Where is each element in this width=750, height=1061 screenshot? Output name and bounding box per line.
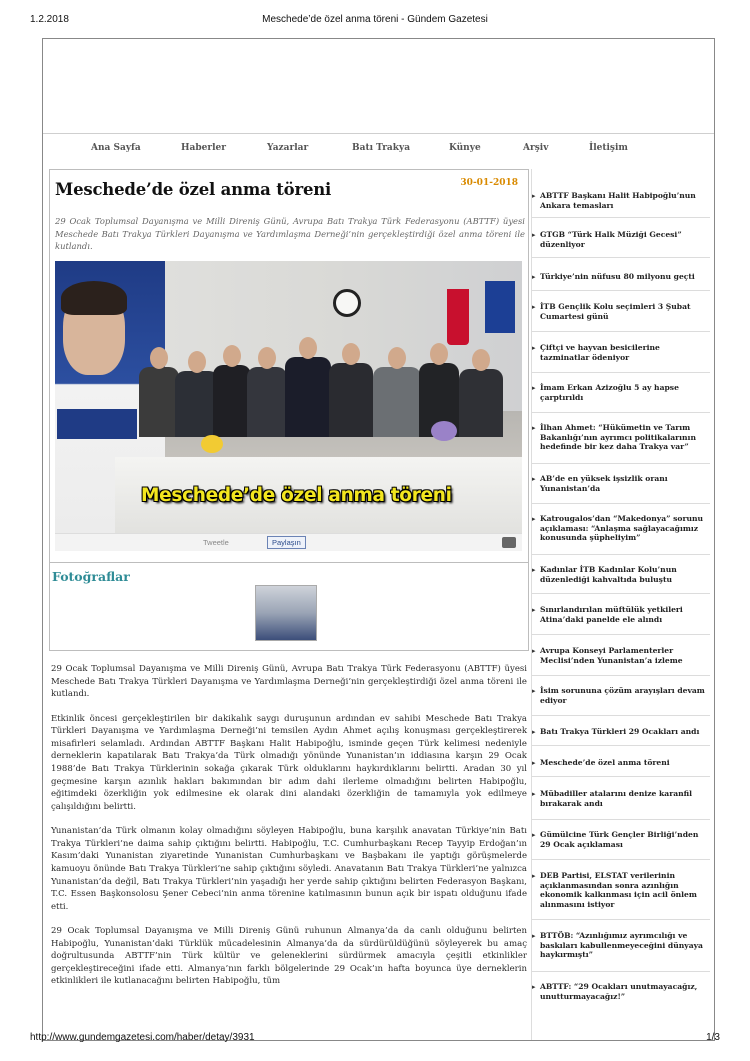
sidebar-news-link[interactable]: ▸ Çiftçi ve hayvan besicilerine tazminatlar ödeniyor (532, 343, 706, 362)
sidebar-divider (532, 503, 710, 504)
sidebar-divider (532, 412, 710, 413)
sidebar-divider (532, 715, 710, 716)
photo-gallery (49, 563, 529, 651)
photo-flowers (431, 421, 457, 441)
nav-item-haberler[interactable]: Haberler (181, 143, 226, 153)
sidebar-news-link[interactable]: ▸ Kadınlar İTB Kadınlar Kolu’nun düzenlediği kahvaltıda buluştu (532, 565, 706, 584)
photo-person (247, 367, 287, 437)
sidebar-divider (532, 593, 710, 594)
sidebar-news-link[interactable]: ▸ BTTÖB: “Azınlığımız ayrımcılığı ve baskıları kabullenmeyeceğini dünyaya haykırmıştı” (532, 931, 706, 960)
print-url: http://www.gundemgazetesi.com/haber/detay/3931 (30, 1032, 255, 1043)
photo-person (459, 369, 503, 437)
sidebar-news-link[interactable]: ▸ Sınırlandırılan müftülük yetkileri Atina’daki panelde ele alındı (532, 605, 706, 624)
sidebar-news-link[interactable]: ▸ İlhan Ahmet: “Hükümetin ve Tarım Bakanlığı’nın ayrımcı politikalarının hedefinde bir kez daha Trakya var” (532, 423, 706, 452)
sidebar-news-link[interactable]: ▸ İTB Gençlik Kolu seçimleri 3 Şubat Cumartesi günü (532, 302, 706, 321)
poster-label (57, 409, 137, 439)
article-photo[interactable] (55, 261, 522, 533)
print-header (30, 14, 720, 28)
sidebar-news-link[interactable]: ▸ ABTTF: “29 Ocakları unutmayacağız, unutturmayacağız!” (532, 982, 706, 1001)
photo-person (139, 367, 179, 437)
sidebar-divider (532, 675, 710, 676)
photo-person (213, 365, 251, 437)
sidebar-divider (532, 971, 710, 972)
sidebar-news-link[interactable]: ▸ Meschede’de özel anma töreni (532, 758, 706, 768)
main-content (49, 169, 529, 1041)
share-bar (55, 533, 522, 551)
photo-person (285, 357, 331, 437)
share-button[interactable]: Paylaşın (267, 536, 306, 549)
tweet-link[interactable]: Tweetle (203, 538, 229, 547)
sidebar-divider (532, 859, 710, 860)
sidebar-news-link[interactable]: ▸ Katrougalos’dan “Makedonya” sorunu açıklaması: “Anlaşma sağlayacağımız konusunda şüpheliyim” (532, 514, 706, 543)
photos-heading: Fotoğraflar (52, 569, 130, 584)
article-paragraph: 29 Ocak Toplumsal Dayanışma ve Milli Direniş Günü, Avrupa Batı Trakya Türk Federasyonu (ABTTF) üyesi Meschede Batı Trakya Türkleri Dayanışma ve Yardımlaşma Derneği’nin gerçekleştirdiği özel anma töreni ile kutlandı. (51, 664, 527, 700)
banner-flag (485, 281, 515, 333)
nav-item-iletisim[interactable]: İletişim (589, 143, 628, 153)
article-header-box (49, 169, 529, 563)
sidebar-divider (532, 745, 710, 746)
sidebar-divider (532, 331, 710, 332)
sidebar-divider (532, 776, 710, 777)
sidebar-divider (532, 257, 710, 258)
sidebar-divider (532, 634, 710, 635)
wall-clock (333, 289, 361, 317)
sidebar-news-link[interactable]: ▸ İmam Erkan Azizoğlu 5 ay hapse çarptırıldı (532, 383, 706, 402)
print-page-title: Meschede’de özel anma töreni - Gündem Gazetesi (262, 14, 488, 25)
sidebar-news-link[interactable]: ▸ Batı Trakya Türkleri 29 Ocakları andı (532, 727, 706, 737)
turkish-flag (447, 289, 469, 345)
sidebar-divider (532, 217, 710, 218)
article-paragraph: Etkinlik öncesi gerçekleştirilen bir dakikalık saygı duruşunun ardından ev sahibi Meschede Batı Trakya Türkleri Dayanışma ve Yardımlaşma Derneği’ni temsilen Aydın Ahmet açılış konuşması gerçekleştirerek misafirleri selamladı. Ardından ABTTF Başkanı Halit Habipoğlu, isminde geçen Türk kelimesi nedeniyle derneklerin kapatılarak Batı Trakya’da Türk olmadığı yönünde Yunanistan’ın iddiasına karşın 29 Ocak 1988’de Batı Trakya Türklerinin sokağa çıkarak Türk olduklarını haykırdıklarını belirtti. Aradan 30 yıl geçmesine karşın azınlık hakları bakımından bir adım dahi ilerleme olmadığını belirten Habipoğlu, eğitimdeki özerkliğin yok edilmesine ek olarak dini alandaki özerkliğin de tamamıyla yok edilmeye çalışıldığını belirtti. (51, 713, 527, 812)
article-paragraph: 29 Ocak Toplumsal Dayanışma ve Milli Direniş Günü ruhunun Almanya’da da canlı olduğunu belirten Habipoğlu, Yunanistan’daki Türklük mücadelesinin Almanya’da da sürdürüldüğünü söyleyerek bu amaç doğrultusunda ABTTF’nin Türk kültür ve geleneklerini sürdürmek amacıyla çeşitli etkinlikler gerçekleştireceğini ifade etti. Almanya’nın farklı bölgelerinde 29 Ocak’ın hafta boyunca üye derneklerin etkinlikleri ile kutlanacağını belirten Habipoğlu, tüm (51, 926, 527, 987)
sidebar-news-link[interactable]: ▸ Türkiye’nin nüfusu 80 milyonu geçti (532, 272, 706, 282)
nav-item-arsiv[interactable]: Arşiv (523, 143, 549, 153)
photo-flowers (201, 435, 223, 453)
article-title: Meschede’de özel anma töreni (55, 180, 332, 199)
poster-hair (61, 281, 127, 315)
nav-item-ana-sayfa[interactable]: Ana Sayfa (91, 143, 141, 153)
sidebar-divider (532, 290, 710, 291)
sidebar-news-link[interactable]: ▸ DEB Partisi, ELSTAT verilerinin açıklanmasından sonra azınlığın ekonomik kalkınması için acil önlem alınmasını istiyor (532, 871, 706, 909)
photo-person (373, 367, 421, 437)
article-date: 30-01-2018 (460, 178, 518, 188)
article-lead: 29 Ocak Toplumsal Dayanışma ve Milli Direniş Günü, Avrupa Batı Trakya Türk Federasyonu (ABTTF) üyesi Meschede Batı Trakya Türkleri Dayanışma ve Yardımlaşma Derneği’nin gerçekleştirdiği özel anma töreni ile kutlandı. (55, 216, 525, 252)
page-frame (42, 38, 715, 1041)
print-icon[interactable] (502, 537, 516, 548)
sidebar-divider (532, 819, 710, 820)
sidebar-divider (532, 554, 710, 555)
photo-caption: Meschede’de özel anma töreni (141, 485, 452, 506)
print-footer (30, 1032, 720, 1046)
photo-person (329, 363, 373, 437)
sidebar-divider (532, 463, 710, 464)
article-paragraph: Yunanistan’da Türk olmanın kolay olmadığını söyleyen Habipoğlu, buna karşılık anavatan Türkiye’nin Batı Trakya Türkleri’ne daima sahip çıktığını belirtti. Habipoğlu, T.C. Cumhurbaşkanı Recep Tayyip Erdoğan’ın Kasım’daki Yunanistan ziyaretinde Yunanistan Cumhurbaşkanı ve Başbakanı ile yaptığı görüşmelerde kamuoyu önünde Batı Trakya Türkleri’ne sahip çıktığını söyledi. Anavatanın Batı Trakya Türkleri’ne yalnızca Yunanistan’da değil, Batı Trakya Türkleri’nin yaşadığı her yerde sahip çıktığını belirten Federasyon Başkanı, T.C. Essen Başkonsolosu Şener Cebeci’nin anma törenine katılmasının bunun açık bir ispatı olduğunu ifade etti. (51, 826, 527, 912)
sidebar-news-link[interactable]: ▸ GTGB “Türk Halk Müziği Gecesi” düzenliyor (532, 230, 706, 249)
related-news-sidebar (531, 169, 709, 1041)
nav-item-bati-trakya[interactable]: Batı Trakya (352, 143, 411, 153)
sidebar-news-link[interactable]: ▸ AB’de en yüksek işsizlik oranı Yunanistan’da (532, 474, 706, 493)
print-date: 1.2.2018 (30, 14, 69, 25)
sidebar-divider (532, 372, 710, 373)
article-body (51, 663, 527, 1000)
photo-thumbnail[interactable] (255, 585, 317, 641)
sidebar-news-link[interactable]: ▸ Mübadiller atalarını denize karanfil bırakarak andı (532, 789, 706, 808)
nav-item-yazarlar[interactable]: Yazarlar (267, 143, 309, 153)
print-page-number: 1/3 (706, 1032, 720, 1043)
nav-item-kunye[interactable]: Künye (449, 143, 481, 153)
sidebar-news-link[interactable]: ▸ İsim sorununa çözüm arayışları devam ediyor (532, 686, 706, 705)
sidebar-news-link[interactable]: ▸ Gümülcine Türk Gençler Birliği’nden 29 Ocak açıklaması (532, 830, 706, 849)
sidebar-divider (532, 919, 710, 920)
sidebar-news-link[interactable]: ▸ ABTTF Başkanı Halit Habipoğlu’nun Ankara temasları (532, 191, 706, 210)
sidebar-news-link[interactable]: ▸ Avrupa Konseyi Parlamenterler Meclisi’nden Yunanistan’a izleme (532, 646, 706, 665)
